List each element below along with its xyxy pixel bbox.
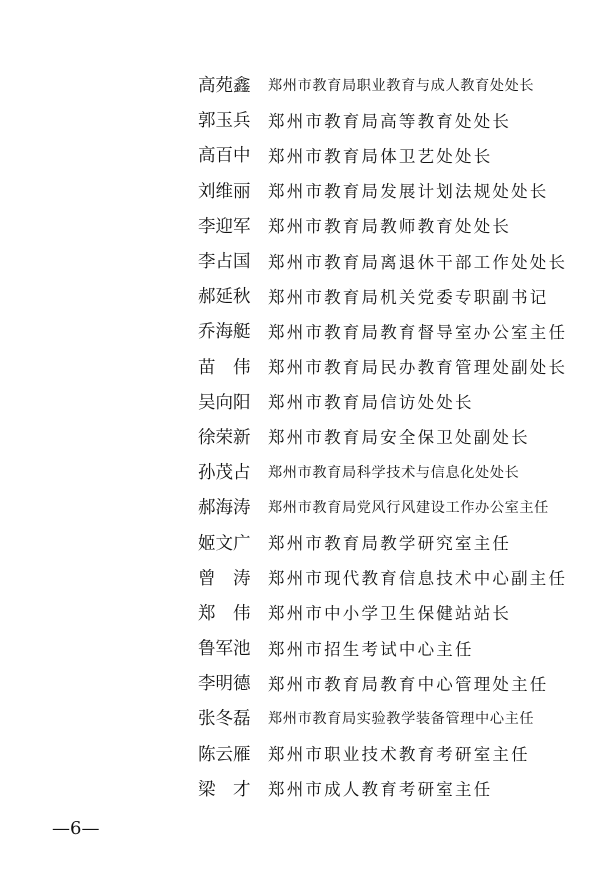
list-item [198,524,588,559]
person-title: 郑州市教育局教学研究室主任 [268,534,512,554]
list-item [198,349,588,384]
person-title: 郑州市教育局高等教育处处长 [268,111,512,131]
person-title: 郑州市教育局教师教育处处长 [268,217,512,237]
list-item [198,665,588,700]
list-item [198,173,588,208]
person-name: 乔海艇 [198,322,251,343]
list-item [198,419,588,454]
list-item [198,313,588,348]
list-item [198,243,588,278]
person-name: 吴向阳 [198,392,251,413]
person-name: 李占国 [198,252,251,273]
person-title: 郑州市现代教育信息技术中心副主任 [268,569,568,589]
person-name: 高苑鑫 [198,76,251,97]
person-title: 郑州市教育局信访处处长 [268,393,474,413]
person-name: 鲁军池 [198,639,251,660]
person-name: 徐荣新 [198,427,251,448]
person-title: 郑州市教育局发展计划法规处处长 [268,182,549,202]
list-item [198,736,588,771]
person-title: 郑州市教育局教育督导室办公室主任 [268,322,568,342]
list-item [198,67,588,102]
person-name: 苗 伟 [198,357,251,378]
person-name: 张冬磊 [198,709,251,730]
person-name: 郝延秋 [198,287,251,308]
person-name: 陈云雁 [198,744,251,765]
person-title: 郑州市教育局实验教学装备管理中心主任 [268,710,535,727]
list-item [198,208,588,243]
person-name: 郑 伟 [198,603,251,624]
person-name: 郝海涛 [198,498,251,519]
person-name: 李明德 [198,674,251,695]
person-title: 郑州市教育局科学技术与信息化处处长 [268,464,520,481]
person-title: 郑州市教育局机关党委专职副书记 [268,287,549,307]
person-title: 郑州市职业技术教育考研室主任 [268,745,530,765]
list-item [198,700,588,735]
person-name: 郭玉兵 [198,111,251,132]
person-name: 梁 才 [198,779,251,800]
person-name: 李迎军 [198,216,251,237]
personnel-list [198,67,588,806]
list-item [198,454,588,489]
list-item [198,630,588,665]
person-title: 郑州市教育局离退休干部工作处处长 [268,252,568,272]
person-title: 郑州市教育局体卫艺处处长 [268,146,493,166]
list-item [198,102,588,137]
person-title: 郑州市教育局安全保卫处副处长 [268,428,530,448]
list-item [198,771,588,806]
person-title: 郑州市成人教育考研室主任 [268,780,493,800]
list-item [198,137,588,172]
person-title: 郑州市教育局党风行风建设工作办公室主任 [268,499,549,516]
person-name: 刘维丽 [198,181,251,202]
person-title: 郑州市教育局职业教育与成人教育处处长 [268,77,535,94]
person-title: 郑州市教育局教育中心管理处主任 [268,674,549,694]
list-item [198,595,588,630]
list-item [198,560,588,595]
list-item [198,278,588,313]
page-number: —6— [52,818,100,839]
person-title: 郑州市教育局民办教育管理处副处长 [268,358,568,378]
person-name: 高百中 [198,146,251,167]
person-name: 姬文广 [198,533,251,554]
person-name: 孙茂占 [198,463,251,484]
person-name: 曾 涛 [198,568,251,589]
person-title: 郑州市中小学卫生保健站站长 [268,604,512,624]
list-item [198,384,588,419]
person-title: 郑州市招生考试中心主任 [268,639,474,659]
list-item [198,489,588,524]
